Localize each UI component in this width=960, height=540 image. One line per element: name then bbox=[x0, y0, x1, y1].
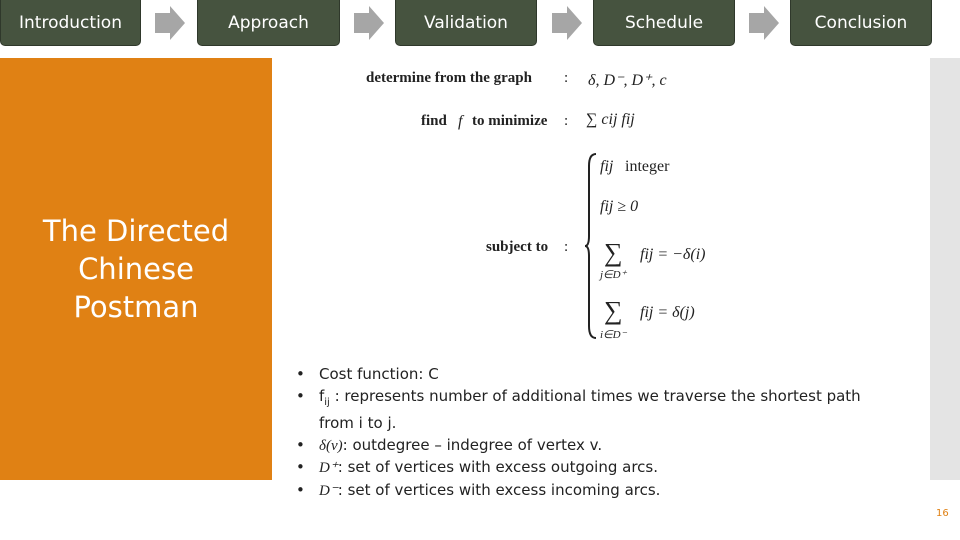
nav-step-introduction[interactable]: Introduction bbox=[0, 0, 141, 46]
constraint-integer-rhs: integer bbox=[625, 158, 670, 175]
bullet-continuation: from i to j. bbox=[319, 414, 397, 432]
nav-step-approach[interactable]: Approach bbox=[197, 0, 340, 46]
sum-symbol: ∑ bbox=[604, 296, 623, 325]
bullet-icon: • bbox=[296, 435, 305, 454]
list-item bbox=[296, 480, 896, 503]
nav-step-validation[interactable]: Validation bbox=[395, 0, 537, 46]
sum-symbol: ∑ bbox=[604, 238, 623, 267]
formula-colon: : bbox=[564, 239, 569, 255]
formula-colon: : bbox=[564, 70, 569, 86]
right-arrow-icon bbox=[749, 6, 779, 40]
sum-index-dminus: i∈D⁻ bbox=[600, 329, 627, 341]
list-item bbox=[296, 386, 896, 435]
right-arrow-icon bbox=[155, 6, 185, 40]
bullet-text: : set of vertices with excess outgoing arcs. bbox=[337, 458, 659, 476]
bullet-text: Cost function: C bbox=[319, 365, 439, 383]
constraint-nonnegative: fij ≥ 0 bbox=[600, 198, 639, 215]
sum-index-dplus: j∈D⁺ bbox=[600, 269, 627, 281]
formula-row2-rest: to minimize bbox=[472, 113, 548, 129]
formula-row3-label: subject to bbox=[486, 239, 549, 255]
list-item bbox=[296, 435, 896, 458]
slide-title: The Directed Chinese Postman bbox=[42, 214, 230, 324]
bullet-icon: • bbox=[296, 480, 305, 499]
formula-row2-value: ∑ cij fij bbox=[586, 111, 635, 128]
formula-row1-label: determine from the graph bbox=[366, 70, 532, 86]
bullet-var: f bbox=[319, 386, 325, 405]
formula-row1-value: δ, D⁻, D⁺, c bbox=[588, 72, 667, 89]
bullet-text: : set of vertices with excess incoming arcs. bbox=[337, 480, 661, 499]
list-item bbox=[296, 364, 896, 386]
bullet-icon: • bbox=[296, 386, 305, 405]
bullet-var-subscript: ij bbox=[324, 396, 330, 408]
right-arrow-icon bbox=[552, 6, 582, 40]
side-bar bbox=[930, 58, 960, 480]
nav-step-schedule[interactable]: Schedule bbox=[593, 0, 735, 46]
bullet-icon: • bbox=[296, 365, 305, 383]
bullet-text: : outdegree – indegree of vertex v. bbox=[342, 435, 603, 454]
bullet-symbol: D⁻ bbox=[319, 482, 338, 499]
constraint-integer-lhs: fij bbox=[600, 158, 614, 175]
definition-list bbox=[296, 364, 896, 502]
formula-row2-f: f bbox=[458, 113, 463, 130]
page-number: 16 bbox=[936, 508, 949, 519]
nav-step-conclusion[interactable]: Conclusion bbox=[790, 0, 932, 46]
bullet-icon: • bbox=[296, 458, 305, 476]
formula-colon: : bbox=[564, 113, 569, 129]
left-brace bbox=[584, 152, 598, 340]
constraint-outflow: fij = −δ(i) bbox=[640, 246, 706, 263]
constraint-inflow: fij = δ(j) bbox=[640, 304, 695, 321]
bullet-symbol: δ(v) bbox=[319, 437, 343, 454]
formula-row2-find: find bbox=[421, 113, 447, 129]
list-item bbox=[296, 457, 896, 480]
bullet-symbol: D⁺ bbox=[319, 460, 338, 476]
formula-image bbox=[280, 58, 920, 354]
right-arrow-icon bbox=[354, 6, 384, 40]
bullet-text: : represents number of additional times we traverse the shortest path bbox=[329, 386, 861, 405]
